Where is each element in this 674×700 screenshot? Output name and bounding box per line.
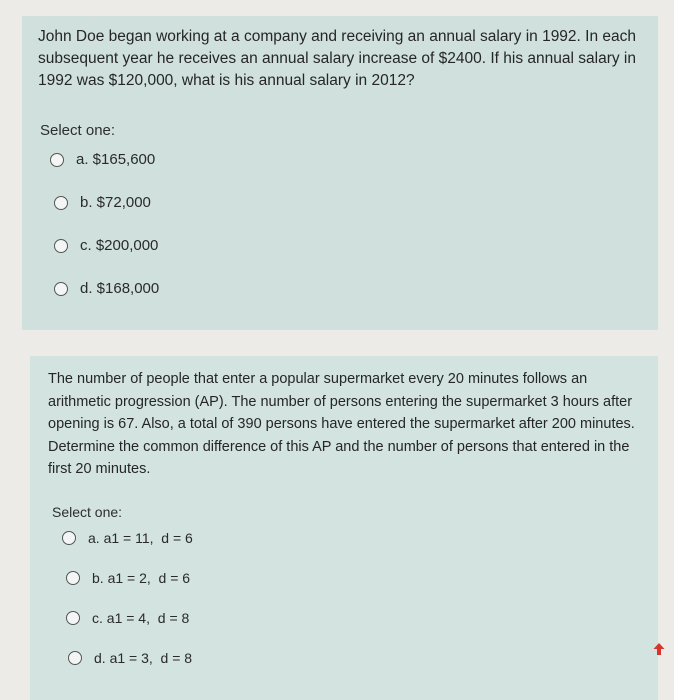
radio-button[interactable] [54, 196, 68, 210]
question-2-option-d[interactable] [68, 650, 192, 666]
option-label: c. $200,000 [80, 237, 159, 254]
option-label: a. a1 = 11, d = 6 [88, 530, 193, 546]
option-label: c. a1 = 4, d = 8 [92, 610, 190, 626]
option-label: d. a1 = 3, d = 8 [94, 650, 193, 666]
radio-button[interactable] [66, 611, 80, 625]
option-label: b. $72,000 [80, 194, 151, 211]
question-2-option-c[interactable] [66, 610, 189, 626]
question-1-card [22, 16, 658, 330]
question-1-option-b[interactable] [54, 194, 151, 211]
question-2-option-a[interactable] [62, 530, 193, 546]
radio-button[interactable] [54, 239, 68, 253]
question-1-option-d[interactable] [54, 280, 159, 297]
question-2-text: The number of people that enter a popular supermarket every 20 minutes follows an arithmetic progression (AP). The number of persons entering the supermarket 3 hours after opening is 67. Also, a total of 390 persons have entered the supermarket after 200 minutes. Determine the common difference of this AP and the number of persons that entered in the first 20 minutes. [48, 371, 635, 477]
question-1-option-a[interactable] [50, 151, 155, 168]
radio-button[interactable] [50, 153, 64, 167]
scroll-to-top-button[interactable] [650, 640, 668, 658]
radio-button[interactable] [66, 571, 80, 585]
radio-button[interactable] [62, 531, 76, 545]
radio-button[interactable] [68, 651, 82, 665]
question-2-card [30, 356, 658, 700]
question-2-option-b[interactable] [66, 570, 190, 586]
option-label: a. $165,600 [76, 151, 156, 168]
radio-button[interactable] [54, 282, 68, 296]
question-2-select-label: Select one: [52, 504, 123, 520]
question-1-text: John Doe began working at a company and receiving an annual salary in 1992. In each subsequent year he receives an annual salary increase of $2400. If his annual salary in 1992 was $120,000, what is his annual salary in 2012? [38, 28, 637, 89]
option-label: b. a1 = 2, d = 6 [92, 570, 191, 586]
question-1-select-label: Select one: [40, 122, 116, 139]
arrow-up-icon [652, 642, 666, 656]
question-1-option-c[interactable] [54, 237, 158, 254]
option-label: d. $168,000 [80, 280, 160, 297]
